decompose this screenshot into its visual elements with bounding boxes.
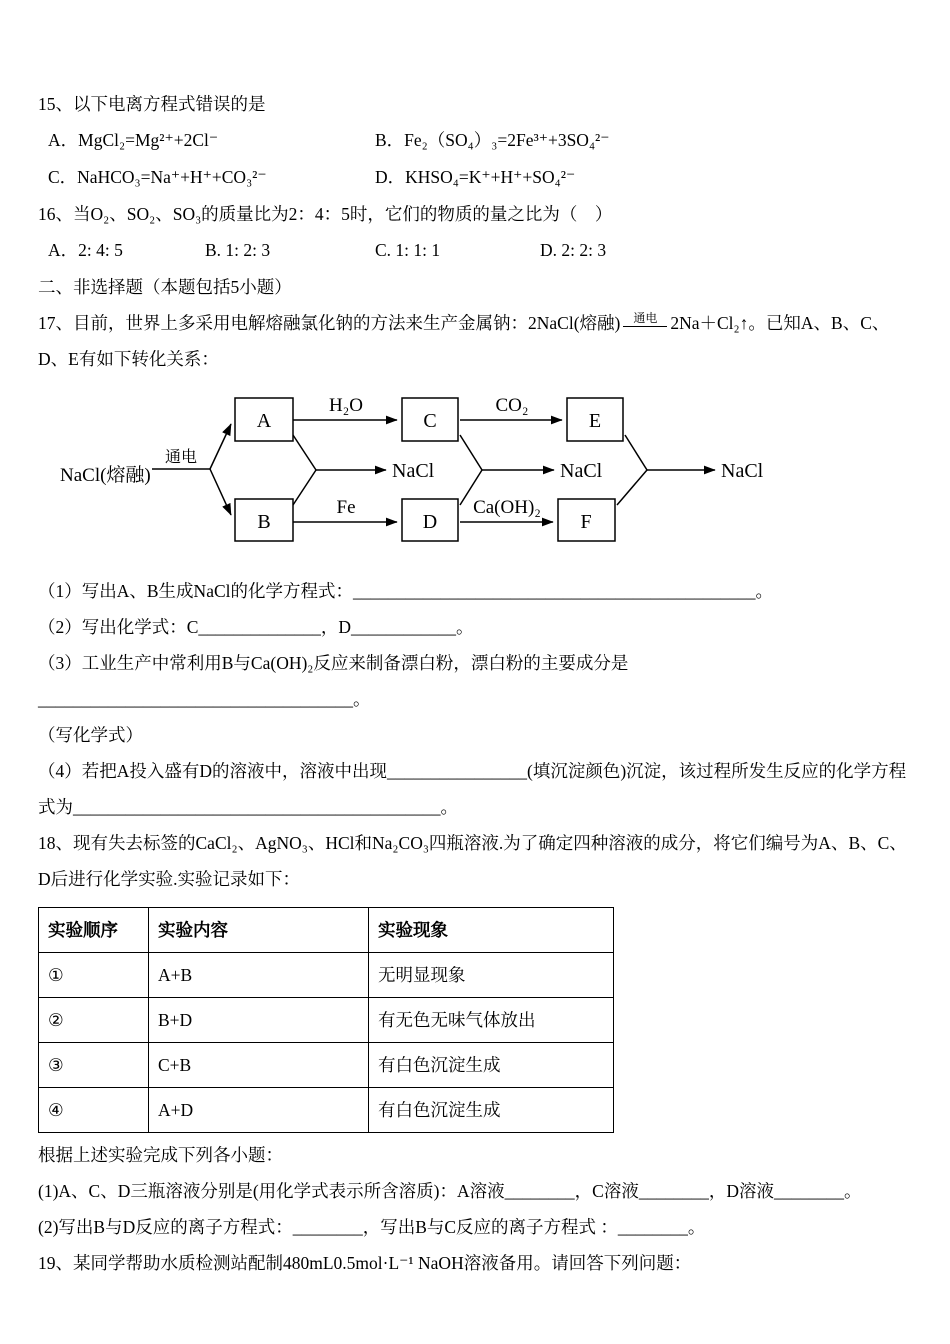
arrow-to-box-a: [210, 424, 231, 469]
arrow-to-box-b: [210, 469, 231, 515]
box-d-label: D: [422, 511, 438, 533]
cell-phenomenon: 有无色无味气体放出: [369, 998, 614, 1043]
q17-stem: [38, 305, 912, 377]
cell-order: ①: [39, 953, 149, 998]
q16-stem: 16、当O₂、SO₂、SO₃的质量比为2：4：5时，它们的物质的量之比为（ ）: [38, 204, 613, 224]
arrow-label-h2o: H₂O: [328, 395, 364, 416]
reaction-condition-bar: [623, 312, 667, 327]
arrow-label-caoh2: Ca(OH)₂: [473, 497, 541, 518]
cell-content: A+D: [149, 1088, 369, 1133]
cell-order: ②: [39, 998, 149, 1043]
column-header-phenomenon: 实验现象: [369, 908, 614, 953]
diagram-source-label: NaCl(熔融): [60, 465, 151, 486]
q15-stem: 15、以下电离方程式错误的是: [38, 94, 266, 114]
q17-stem-after: 2Na＋Cl₂↑。已知A、B、C、D、E有如下转化关系：: [38, 313, 890, 369]
cell-phenomenon: 有白色沉淀生成: [369, 1088, 614, 1133]
cell-order: ③: [39, 1043, 149, 1088]
q16-option-a: A．2: 4: 5: [48, 240, 123, 260]
converge-line-b: [293, 470, 316, 505]
q17-sub-2: （2）写出化学式：C______________，D____________。: [38, 617, 474, 637]
q15-option-c: C．NaHCO₃=Na⁺+H⁺+CO₃²⁻: [48, 167, 267, 187]
nacl-label-3: NaCl: [721, 460, 764, 482]
converge-line-a: [293, 435, 316, 470]
box-a-label: A: [256, 410, 272, 432]
cell-content: B+D: [149, 998, 369, 1043]
q16-options-row: [38, 232, 912, 269]
q17-sub-3: （3）工业生产中常利用B与Ca(OH)₂反应来制备漂白粉，漂白粉的主要成分是____________________________________。: [38, 653, 629, 709]
column-header-content: 实验内容: [149, 908, 369, 953]
q15-option-b: B．Fe₂（SO₄）₃=2Fe³⁺+3SO₄²⁻: [375, 130, 610, 150]
q16-option-b: B. 1: 2: 3: [205, 240, 271, 260]
cell-order: ④: [39, 1088, 149, 1133]
box-f-label: F: [580, 511, 592, 533]
box-b-label: B: [257, 511, 271, 533]
box-e-label: E: [588, 410, 602, 432]
q15-options-row-1: [38, 122, 912, 159]
cell-phenomenon: 有白色沉淀生成: [369, 1043, 614, 1088]
q17-stem-before: 17、目前，世界上多采用电解熔融氯化钠的方法来生产金属钠：2NaCl(熔融): [38, 313, 621, 333]
cell-content: C+B: [149, 1043, 369, 1088]
experiment-table-header-row: [39, 908, 614, 953]
experiment-table: [38, 907, 614, 1133]
q18-sub-1: (1)A、C、D三瓶溶液分别是(用化学式表示所含溶质)：A溶液________，C溶液________，D溶液________。: [38, 1181, 862, 1201]
table-row: [39, 998, 614, 1043]
q16-option-d: D. 2: 2: 3: [540, 240, 607, 260]
box-c-label: C: [423, 410, 437, 432]
q18-stem: 18、现有失去标签的CaCl₂、AgNO₃、HCl和Na₂CO₃四瓶溶液.为了确定四种溶液的成分，将它们编号为A、B、C、D后进行化学实验.实验记录如下：: [38, 833, 907, 889]
q16-option-c: C. 1: 1: 1: [375, 240, 441, 260]
q17-transformation-diagram: [50, 389, 840, 561]
q15-options-row-2: [38, 159, 912, 196]
table-row: [39, 1043, 614, 1088]
electrolysis-label: 通电: [164, 449, 198, 466]
nacl-label-2: NaCl: [560, 460, 603, 482]
table-row: [39, 953, 614, 998]
cell-phenomenon: 无明显现象: [369, 953, 614, 998]
q17-sub-1: （1）写出A、B生成NaCl的化学方程式：______________________________________________。: [38, 581, 773, 601]
cell-content: A+B: [149, 953, 369, 998]
table-row: [39, 1088, 614, 1133]
column-header-order: 实验顺序: [39, 908, 149, 953]
q18-sub-2: (2)写出B与D反应的离子方程式：________，写出B与C反应的离子方程式 ：________。: [38, 1217, 706, 1237]
q17-sub-3-note: （写化学式）: [38, 725, 143, 745]
q15-option-d: D．KHSO₄=K⁺+H⁺+SO₄²⁻: [375, 167, 576, 187]
converge-line-e: [625, 435, 647, 470]
q17-sub-4: （4）若把A投入盛有D的溶液中，溶液中出现________________(填沉淀颜色)沉淀，该过程所发生反应的化学方程式为__________________________________________。: [38, 761, 907, 817]
arrow-label-fe: Fe: [336, 497, 356, 518]
arrow-label-co2: CO₂: [495, 395, 529, 416]
section-2-title: 二、非选择题（本题包括5小题）: [38, 277, 292, 297]
converge-line-c: [460, 435, 482, 470]
converge-line-f: [617, 470, 647, 505]
q19-stem: 19、某同学帮助水质检测站配制480mL0.5mol·L⁻¹ NaOH溶液备用。请回答下列问题：: [38, 1253, 692, 1273]
q15-option-a: A．MgCl₂=Mg²⁺+2Cl⁻: [48, 130, 219, 150]
nacl-label-1: NaCl: [392, 460, 435, 482]
q18-followup: 根据上述实验完成下列各小题：: [38, 1145, 283, 1165]
reaction-condition-label: 通电: [623, 312, 667, 327]
